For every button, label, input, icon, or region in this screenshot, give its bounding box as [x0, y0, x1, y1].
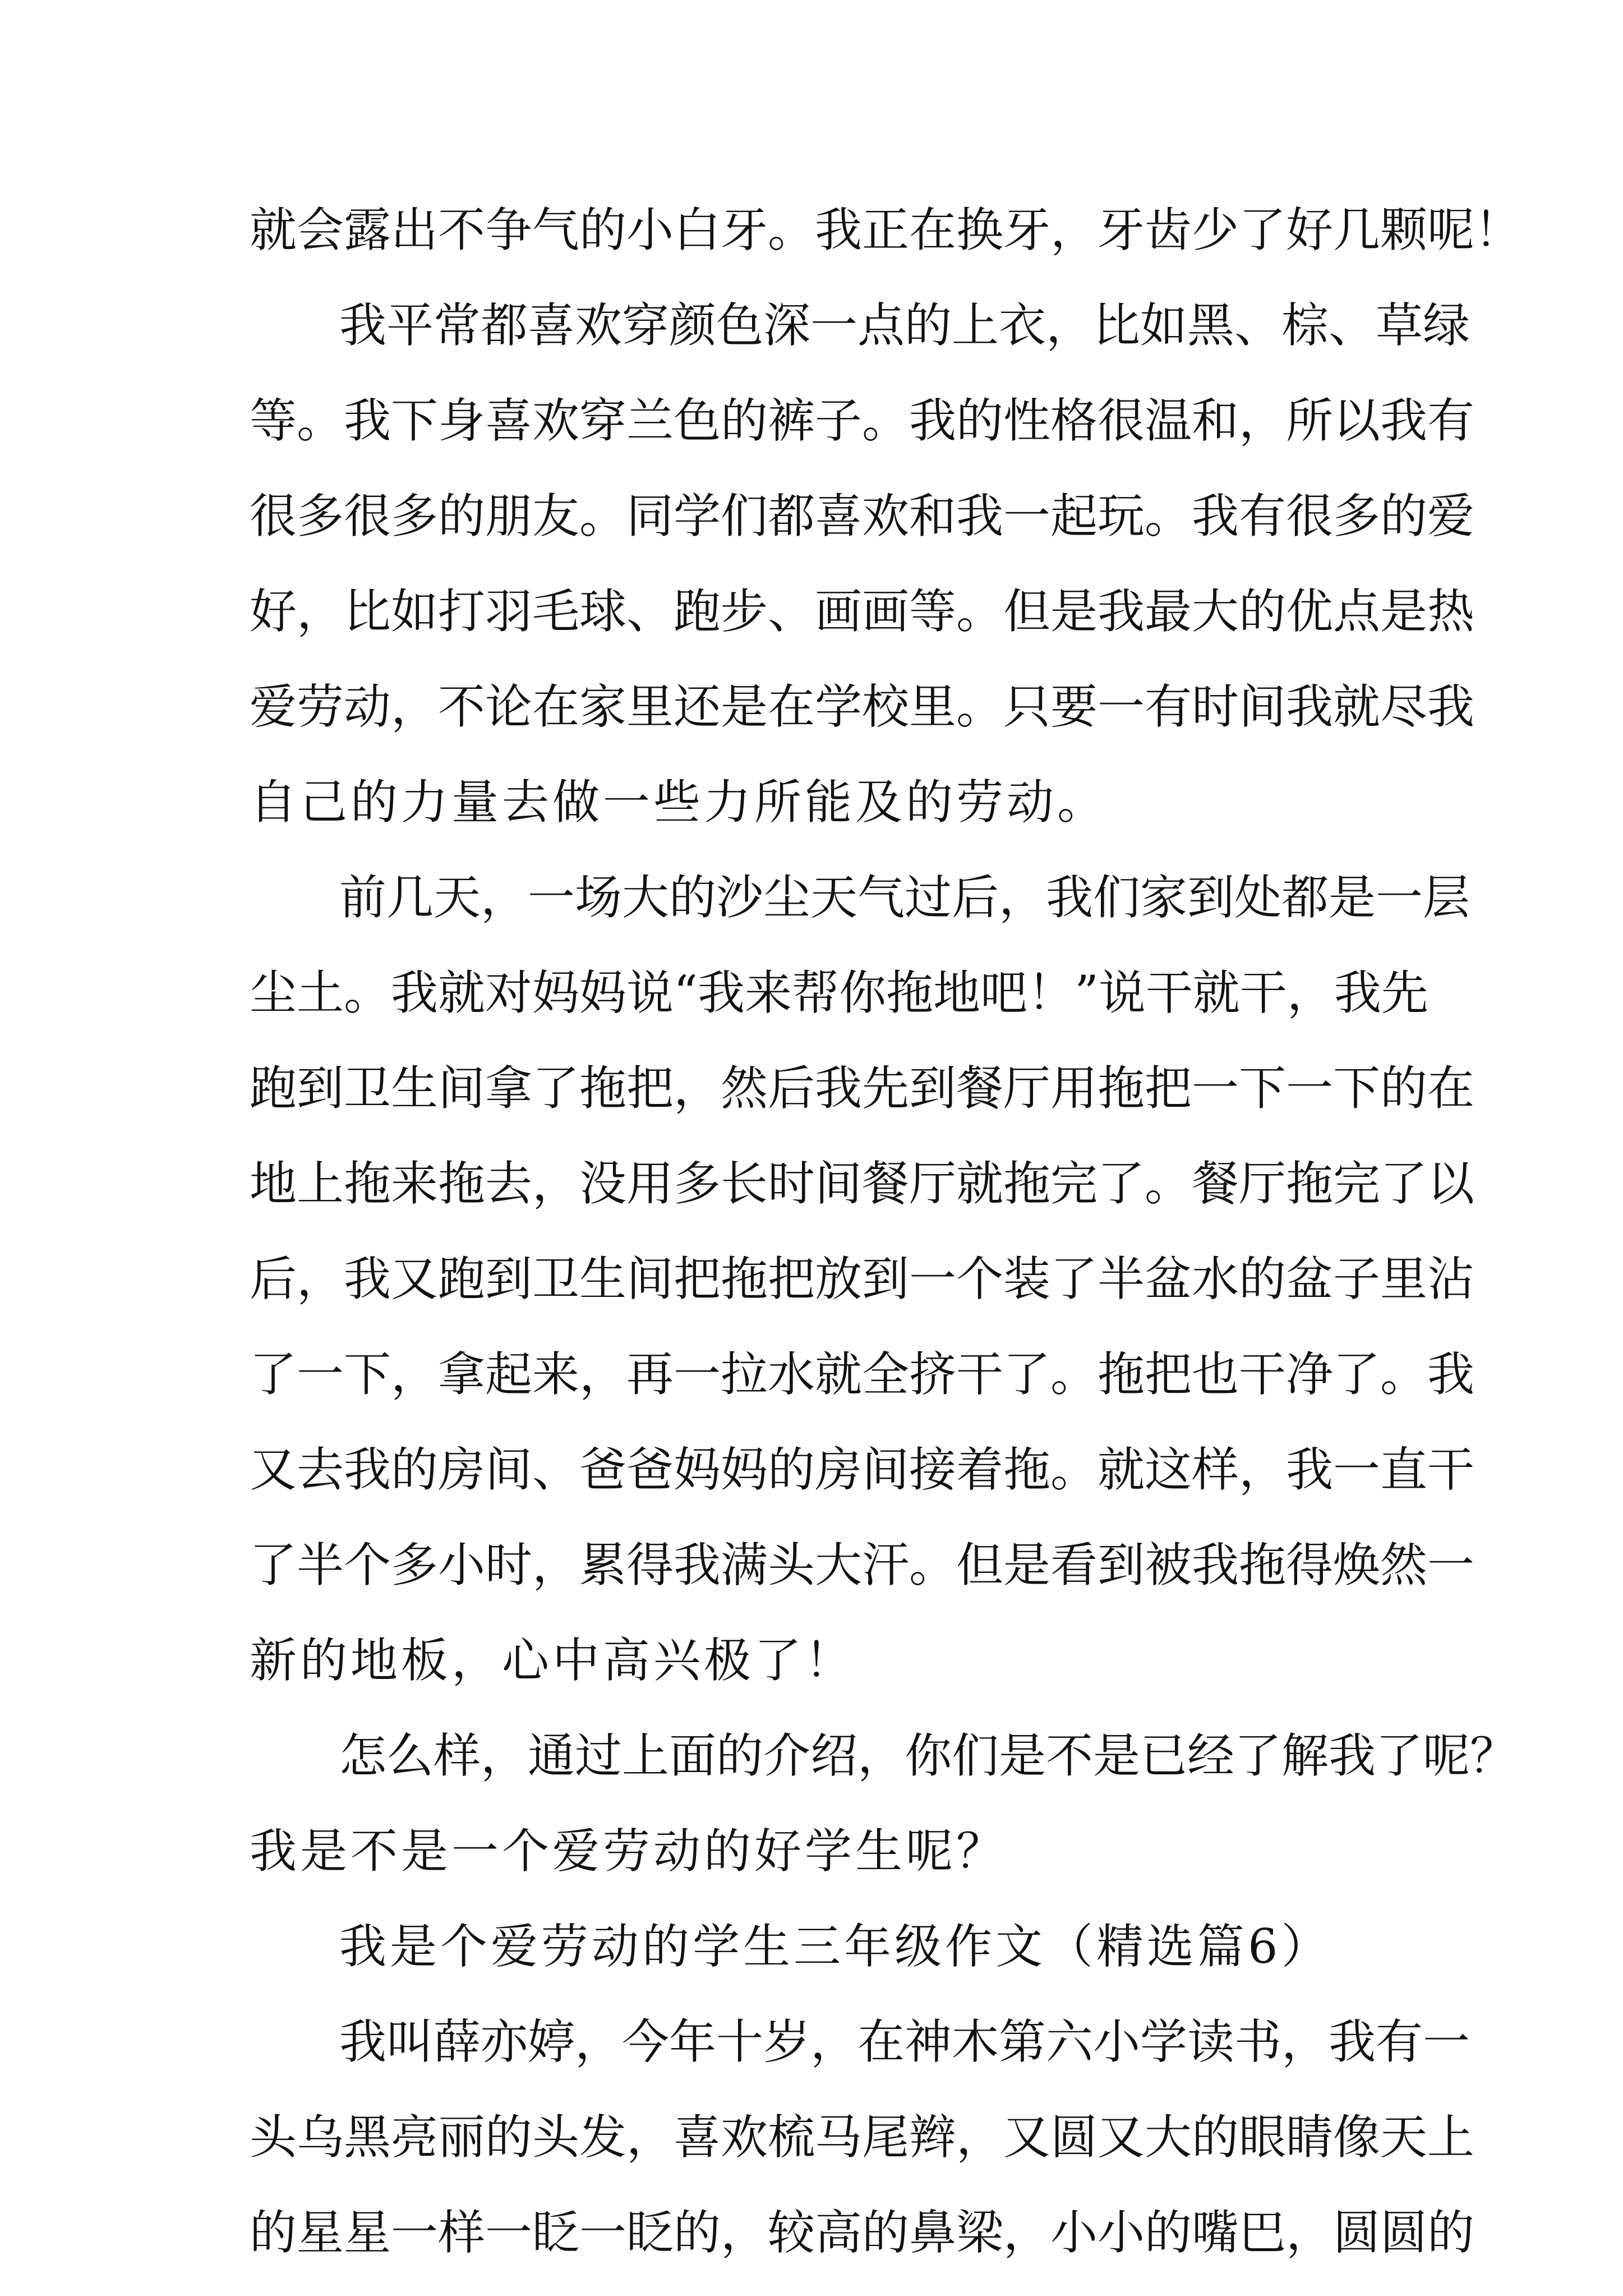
paragraph-first-line: 我平常都喜欢穿颜色深一点的上衣，比如黑、棕、草绿	[339, 298, 1470, 353]
text-line: 很多很多的朋友。同学们都喜欢和我一起玩。我有很多的爱	[250, 489, 1475, 544]
paragraph-first-line: 前几天，一场大的沙尘天气过后，我们家到处都是一层	[339, 870, 1470, 925]
text-line: 我是不是一个爱劳动的好学生呢？	[250, 1824, 1007, 1879]
text-line: 新的地板，心中高兴极了！	[250, 1633, 856, 1688]
section-heading: 我是个爱劳动的学生三年级作文（精选篇6）	[339, 1919, 1332, 1974]
text-line: 头乌黑亮丽的头发，喜欢梳马尾辫，又圆又大的眼睛像天上	[250, 2110, 1475, 2165]
text-line: 自己的力量去做一些力所能及的劳动。	[250, 775, 1108, 830]
text-line: 了一下，拿起来，再一拉水就全挤干了。拖把也干净了。我	[250, 1347, 1475, 1402]
text-line: 好，比如打羽毛球、跑步、画画等。但是我最大的优点是热	[250, 584, 1475, 639]
text-line: 地上拖来拖去，没用多长时间餐厅就拖完了。餐厅拖完了以	[250, 1156, 1475, 1211]
paragraph-first-line: 怎么样，通过上面的介绍，你们是不是已经了解我了呢？	[339, 1728, 1518, 1783]
text-line: 尘土。我就对妈妈说“我来帮你拖地吧！”说干就干，我先	[250, 965, 1428, 1020]
text-line: 的星星一样一眨一眨的，较高的鼻梁，小小的嘴巴，圆圆的	[250, 2205, 1475, 2260]
text-line: 又去我的房间、爸爸妈妈的房间接着拖。就这样，我一直干	[250, 1442, 1475, 1497]
text-line: 跑到卫生间拿了拖把，然后我先到餐厅用拖把一下一下的在	[250, 1061, 1475, 1116]
text-line: 了半个多小时，累得我满头大汗。但是看到被我拖得焕然一	[250, 1538, 1475, 1593]
text-line: 就会露出不争气的小白牙。我正在换牙，牙齿少了好几颗呢！	[250, 203, 1522, 257]
text-line: 等。我下身喜欢穿兰色的裤子。我的性格很温和，所以我有	[250, 393, 1475, 448]
text-line: 后，我又跑到卫生间把拖把放到一个装了半盆水的盆子里沾	[250, 1251, 1475, 1306]
paragraph-first-line: 我叫薛亦婷，今年十岁，在神木第六小学读书，我有一	[339, 2014, 1470, 2069]
text-line: 爱劳动，不论在家里还是在学校里。只要一有时间我就尽我	[250, 679, 1475, 734]
